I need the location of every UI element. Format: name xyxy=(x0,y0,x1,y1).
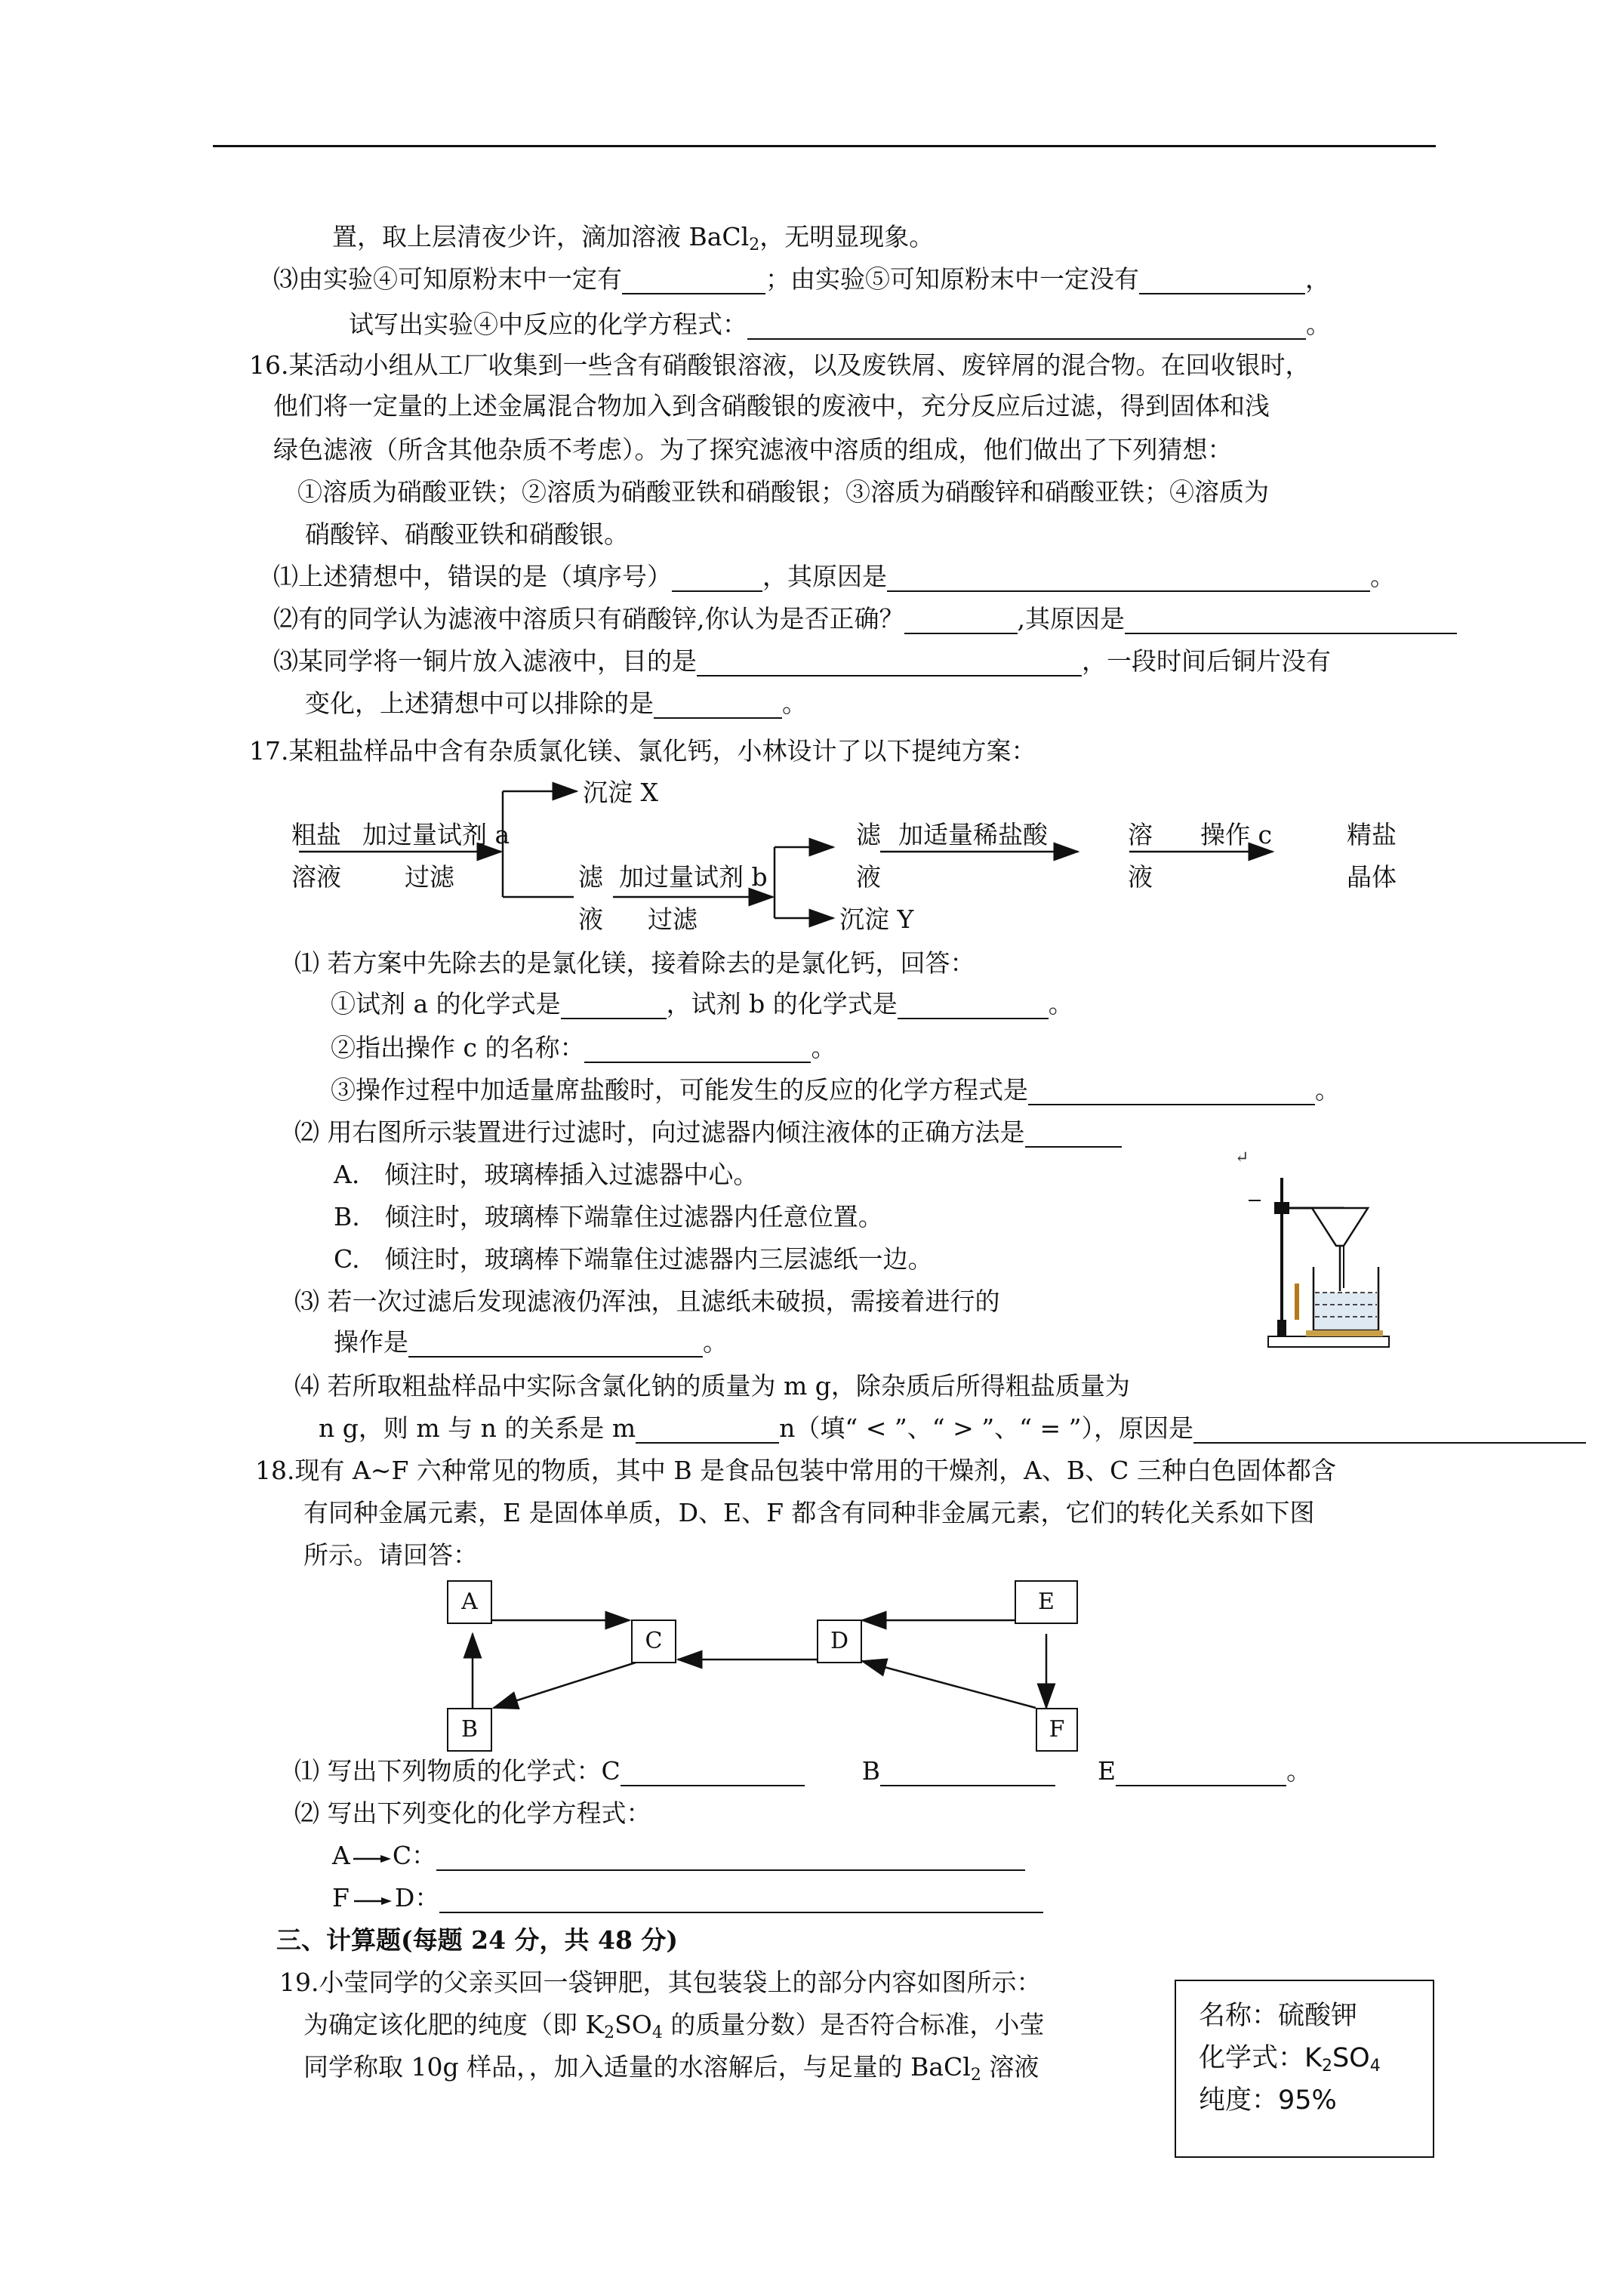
text-line: ⑵ 写出下列变化的化学方程式： xyxy=(294,1798,651,1828)
text-line: 有同种金属元素，E 是固体单质，D、E、F 都含有同种非金属元素，它们的转化关系如下图 xyxy=(303,1498,1315,1527)
flow-ppt-x: 沉淀 X xyxy=(583,778,658,807)
text-line: ⑷ 若所取粗盐样品中实际含氯化钠的质量为 m g，除杂质后所得粗盐质量为 xyxy=(294,1371,1130,1401)
flow-op-c: 操作 c xyxy=(1200,820,1272,849)
text-line: ①溶质为硝酸亚铁；②溶质为硝酸亚铁和硝酸银；③溶质为硝酸锌和硝酸亚铁；④溶质为 xyxy=(297,477,1269,507)
flow-reagent-b: 加过量试剂 b xyxy=(619,862,768,892)
text-line: 试写出实验④中反应的化学方程式： 。 xyxy=(349,310,1331,339)
box-e: E xyxy=(1015,1580,1078,1624)
box-a: A xyxy=(447,1580,492,1624)
flow-solution: 溶 xyxy=(1128,820,1153,849)
arrow-icon xyxy=(350,1846,393,1869)
choice-c: C. 倾注时，玻璃棒下端靠住过滤器内三层滤纸一边。 xyxy=(334,1244,933,1274)
flow-acid: 加适量稀盐酸 xyxy=(898,820,1048,849)
text-line: ⑴上述猜想中，错误的是（填序号） ，其原因是 。 xyxy=(273,562,1395,591)
answer-blank xyxy=(880,1762,1055,1786)
text-line: F D： xyxy=(332,1883,1043,1913)
flow-filtrate: 滤 xyxy=(578,862,603,892)
flow-filter: 过滤 xyxy=(405,862,454,892)
text-line: ①试剂 a 的化学式是 ，试剂 b 的化学式是 。 xyxy=(331,989,1073,1019)
text-line: A C： xyxy=(332,1841,1025,1871)
box-d: D xyxy=(817,1620,862,1663)
flow-reagent-a: 加过量试剂 a xyxy=(362,820,510,849)
text-line: 置，取上层清夜少许，滴加溶液 BaCl$_2$，无明显现象。 xyxy=(332,222,935,254)
label-purity: 纯度：95% xyxy=(1199,2085,1337,2116)
text-line: ⑶ 若一次过滤后发现滤液仍浑浊，且滤纸未破损，需接着进行的 xyxy=(294,1287,1000,1316)
box-c: C xyxy=(631,1620,676,1663)
flow-crude: 溶液 xyxy=(291,862,341,892)
answer-blank xyxy=(436,1847,1025,1871)
answer-blank xyxy=(1116,1762,1286,1786)
question-19: 19.小莹同学的父亲买回一袋钾肥，其包装袋上的部分内容如图所示： xyxy=(279,1968,1042,1997)
flow-filtrate: 滤 xyxy=(856,820,881,849)
text-line: ②指出操作 c 的名称： 。 xyxy=(331,1033,836,1062)
text-line: 变化，上述猜想中可以排除的是 。 xyxy=(305,689,807,718)
flow-crude: 粗盐 xyxy=(291,820,341,849)
flow-ppt-y: 沉淀 Y xyxy=(839,905,914,934)
text-line: 绿色滤液（所含其他杂质不考虑）。为了探究滤液中溶质的组成，他们做出了下列猜想： xyxy=(273,435,1233,464)
question-18: 18.现有 A~F 六种常见的物质，其中 B 是食品包装中常用的干燥剂，A、B、C 三种白色固体都含 xyxy=(255,1456,1336,1485)
flow-filtrate: 液 xyxy=(856,862,881,892)
text-line: ⑴ 若方案中先除去的是氯化镁，接着除去的是氯化钙，回答： xyxy=(294,948,975,978)
box-b: B xyxy=(447,1708,492,1752)
flow-pure-salt: 精盐 xyxy=(1347,820,1397,849)
text-line: ⑵ 用右图所示装置进行过滤时，向过滤器内倾注液体的正确方法是 xyxy=(294,1117,1122,1148)
text-line: ⑴ 写出下列物质的化学式：C B E 。 xyxy=(294,1756,1312,1786)
text-line: ⑶由实验④可知原粉末中一定有 ；由实验⑤可知原粉末中一定没有 ， xyxy=(273,264,1330,294)
label-formula: 化学式：$K_2SO_4$ xyxy=(1199,2043,1381,2076)
text-line: 为确定该化肥的纯度（即 $K_2SO_4$ 的质量分数）是否符合标准，小莹 xyxy=(303,2010,1045,2042)
text-line: 所示。请回答： xyxy=(303,1540,478,1570)
svg-text:↵: ↵ xyxy=(1235,1148,1249,1167)
text-line: ⑶某同学将一铜片放入滤液中，目的是 ，一段时间后铜片没有 xyxy=(273,646,1331,676)
text-line: ③操作过程中加适量席盐酸时，可能发生的反应的化学方程式是 。 xyxy=(331,1075,1340,1105)
choice-b: B. 倾注时，玻璃棒下端靠住过滤器内任意位置。 xyxy=(334,1202,883,1231)
answer-blank xyxy=(621,1762,805,1786)
text-line: 同学称取 10g 样品，，加入适量的水溶解后，与足量的 BaCl$_2$ 溶液 xyxy=(303,2052,1039,2085)
fertilizer-label xyxy=(1175,1980,1434,2158)
question-16: 16.某活动小组从工厂收集到一些含有硝酸银溶液，以及废铁屑、废锌屑的混合物。在回收银时， xyxy=(249,350,1310,380)
question-17: 17.某粗盐样品中含有杂质氯化镁、氯化钙，小林设计了以下提纯方案： xyxy=(249,736,1036,766)
text-line: n g，则 m 与 n 的关系是 m n（填“ < ”、“ > ”、“ = ”），原因是 xyxy=(319,1413,1586,1444)
text-line: 操作是 。 xyxy=(334,1327,728,1357)
section-title: 三、计算题(每题 24 分，共 48 分) xyxy=(276,1925,679,1955)
answer-blank xyxy=(439,1889,1043,1913)
label-name: 名称：硫酸钾 xyxy=(1199,2001,1358,2031)
text-line: ⑵有的同学认为滤液中溶质只有硝酸锌,你认为是否正确？ ,其原因是 xyxy=(273,604,1457,634)
arrow-icon xyxy=(350,1888,395,1911)
flow-filter: 过滤 xyxy=(648,905,698,934)
text-line: 他们将一定量的上述金属混合物加入到含硝酸银的废液中，充分反应后过滤，得到固体和浅 xyxy=(273,391,1270,421)
box-f: F xyxy=(1036,1708,1078,1752)
flow-solution: 液 xyxy=(1128,862,1153,892)
text-line: 硝酸锌、硝酸亚铁和硝酸银。 xyxy=(305,519,629,549)
choice-a: A. 倾注时，玻璃棒插入过滤器中心。 xyxy=(334,1160,759,1189)
flow-pure-salt: 晶体 xyxy=(1347,862,1397,892)
flow-filtrate: 液 xyxy=(578,905,603,934)
